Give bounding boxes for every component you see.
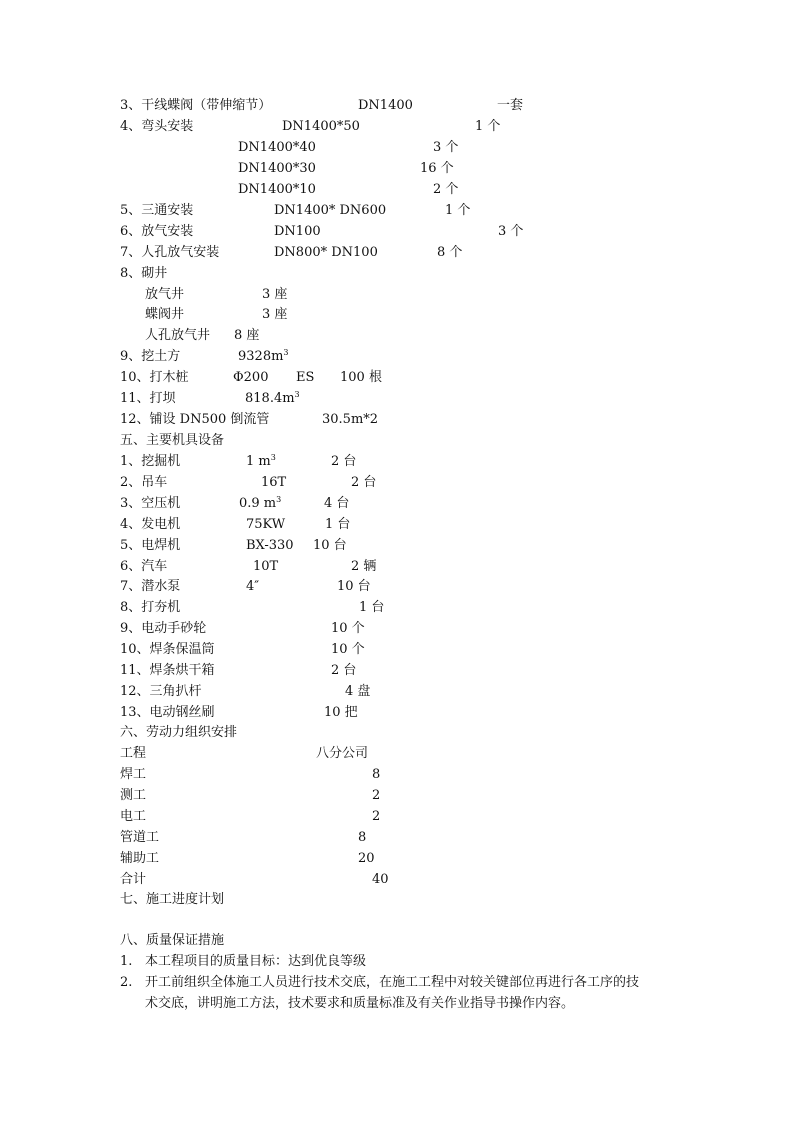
dam-label: 11、打坝 — [120, 391, 176, 406]
install-label: 6、放气安装 — [120, 224, 194, 239]
well-qty: 3 座 — [262, 307, 288, 322]
labor-value: 8 — [372, 767, 381, 782]
install-qty: 3 个 — [498, 224, 524, 239]
install-spec: DN1400*30 — [238, 161, 316, 176]
equipment-qty: 10 个 — [331, 621, 365, 636]
quality-line: 开工前组织全体施工人员进行技术交底，在施工工程中对较关键部位再进行各工序的技 — [145, 975, 640, 990]
section-heading: 8、砌井 — [120, 266, 168, 281]
quality-num: 2. — [120, 975, 133, 990]
section-heading: 七、施工进度计划 — [120, 892, 225, 907]
equipment-spec: 0.9 $m^3$ — [239, 495, 282, 511]
labor-value: 40 — [372, 872, 389, 887]
equipment-qty: 4 台 — [324, 496, 350, 511]
install-spec: DN1400*50 — [282, 119, 360, 134]
labor-header-label: 工程 — [120, 746, 147, 761]
install-qty: 1 个 — [445, 203, 471, 218]
quality-num: 1. — [120, 954, 133, 969]
equipment-spec: 1 $m^3$ — [246, 453, 276, 469]
install-qty: 一套 — [497, 98, 524, 113]
equipment-label: 5、电焊机 — [120, 538, 181, 553]
piles-material: ES — [296, 370, 315, 385]
labor-value: 2 — [372, 788, 381, 803]
labor-label: 合计 — [120, 872, 147, 887]
equipment-label: 8、打夯机 — [120, 600, 181, 615]
equipment-label: 6、汽车 — [120, 559, 168, 574]
labor-header-value: 八分公司 — [316, 746, 369, 761]
install-spec: DN1400* DN600 — [274, 203, 387, 218]
equipment-qty: 1 台 — [359, 600, 385, 615]
equipment-spec: BX-330 — [246, 538, 294, 553]
well-label: 人孔放气井 — [145, 328, 211, 343]
install-spec: DN1400*40 — [238, 140, 316, 155]
piles-qty: 100 根 — [340, 370, 382, 385]
equipment-qty: 10 台 — [337, 579, 371, 594]
equipment-label: 13、电动钢丝刷 — [120, 705, 215, 720]
equipment-spec: 10T — [253, 559, 279, 574]
labor-value: 8 — [358, 830, 367, 845]
equipment-qty: 2 台 — [331, 454, 357, 469]
equipment-label: 1、挖掘机 — [120, 454, 181, 469]
install-label: 4、弯头安装 — [120, 119, 194, 134]
equipment-label: 3、空压机 — [120, 496, 181, 511]
section-heading: 八、质量保证措施 — [120, 933, 225, 948]
well-label: 放气井 — [145, 287, 185, 302]
install-spec: DN100 — [274, 224, 321, 239]
labor-label: 辅助工 — [120, 851, 160, 866]
piles-spec: Φ200 — [233, 370, 269, 385]
equipment-qty: 4 盘 — [345, 684, 371, 699]
labor-value: 2 — [372, 809, 381, 824]
earth-label: 9、挖土方 — [120, 349, 181, 364]
well-label: 蝶阀井 — [145, 307, 185, 322]
quality-line: 术交底，讲明施工方法，技术要求和质量标准及有关作业指导书操作内容。 — [145, 996, 575, 1011]
equipment-qty: 1 台 — [325, 517, 351, 532]
equipment-spec: 75KW — [246, 517, 286, 532]
install-qty: 2 个 — [433, 182, 459, 197]
earth-value: $9328m^3$ — [238, 348, 289, 364]
install-spec: DN1400 — [358, 98, 413, 113]
equipment-label: 10、焊条保温筒 — [120, 642, 215, 657]
equipment-qty: 10 个 — [331, 642, 365, 657]
install-qty: 3 个 — [433, 140, 459, 155]
equipment-label: 4、发电机 — [120, 517, 181, 532]
equipment-qty: 10 把 — [324, 705, 358, 720]
equipment-label: 9、电动手砂轮 — [120, 621, 207, 636]
section-heading: 六、劳动力组织安排 — [120, 725, 238, 740]
equipment-qty: 2 台 — [331, 663, 357, 678]
equipment-label: 12、三角扒杆 — [120, 684, 202, 699]
equipment-label: 7、潜水泵 — [120, 579, 181, 594]
well-qty: 8 座 — [234, 328, 260, 343]
labor-label: 焊工 — [120, 767, 147, 782]
quality-line: 本工程项目的质量目标：达到优良等级 — [145, 954, 367, 969]
labor-label: 管道工 — [120, 830, 160, 845]
piles-label: 10、打木桩 — [120, 370, 189, 385]
install-label: 3、干线蝶阀（带伸缩节） — [120, 98, 272, 113]
install-qty: 16 个 — [420, 161, 454, 176]
equipment-spec: 16T — [261, 475, 287, 490]
well-qty: 3 座 — [262, 287, 288, 302]
install-qty: 1 个 — [475, 119, 501, 134]
equipment-label: 11、焊条烘干箱 — [120, 663, 215, 678]
equipment-qty: 2 辆 — [351, 559, 377, 574]
section-heading: 五、主要机具设备 — [120, 433, 225, 448]
dam-value: $818.4m^3$ — [245, 390, 300, 406]
install-spec: DN1400*10 — [238, 182, 316, 197]
labor-value: 20 — [358, 851, 375, 866]
equipment-qty: 10 台 — [313, 538, 347, 553]
equipment-label: 2、吊车 — [120, 475, 168, 490]
equipment-qty: 2 台 — [351, 475, 377, 490]
install-label: 7、人孔放气安装 — [120, 245, 220, 260]
install-qty: 8 个 — [437, 245, 463, 260]
install-label: 5、三通安装 — [120, 203, 194, 218]
install-spec: DN800* DN100 — [274, 245, 378, 260]
equipment-spec: 4″ — [246, 579, 260, 594]
backflow-label: 12、铺设 DN500 倒流管 — [120, 412, 270, 427]
labor-label: 测工 — [120, 788, 147, 803]
backflow-value: 30.5m*2 — [322, 412, 379, 427]
labor-label: 电工 — [120, 809, 147, 824]
